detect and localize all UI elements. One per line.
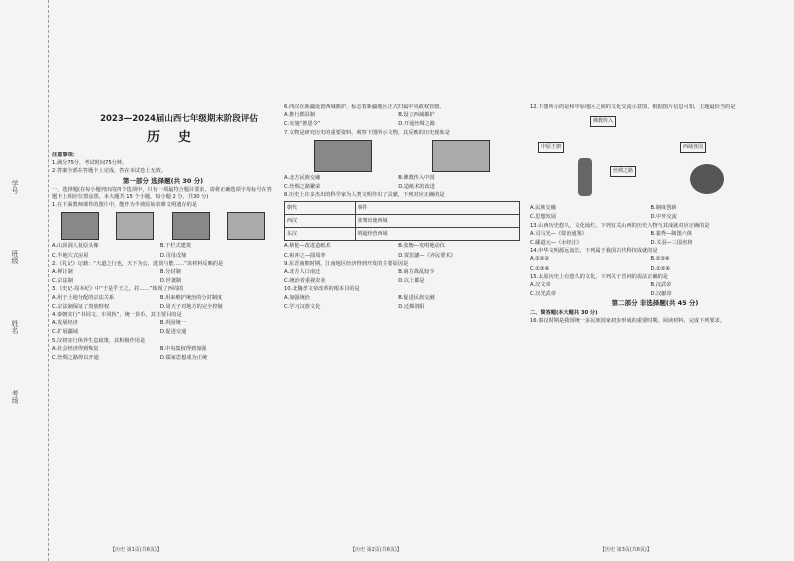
table-cell: 东汉 xyxy=(285,228,356,241)
option[interactable]: D.促进交通 xyxy=(159,329,187,336)
options xyxy=(284,269,520,285)
question-images xyxy=(52,212,274,240)
options xyxy=(284,175,520,191)
artifact-image xyxy=(314,140,372,172)
notes-item: 2.答案全部在答题卡上完成，答在本试卷上无效。 xyxy=(52,168,166,175)
option[interactable]: B.佛教传入中国 xyxy=(398,174,435,181)
options xyxy=(530,231,780,247)
option[interactable]: A.汉文帝 xyxy=(530,282,551,289)
option[interactable]: B.南方战乱较少 xyxy=(398,269,435,276)
options xyxy=(52,269,274,285)
options xyxy=(530,205,780,221)
head-image xyxy=(61,212,99,240)
page-2 xyxy=(284,104,520,540)
option[interactable]: A.北方人口南迁 xyxy=(284,269,321,276)
option[interactable]: C.思想发展 xyxy=(530,214,557,221)
options xyxy=(284,112,520,128)
page-footer: 【历史 第3页(共6页)】 xyxy=(600,547,652,553)
exam-subject: 历史 xyxy=(146,130,209,145)
history-table xyxy=(284,201,520,241)
option[interactable]: D.关羽—三国名将 xyxy=(650,240,693,247)
part2-heading: 第二部分 非选择题(共 45 分) xyxy=(611,299,699,308)
option[interactable]: A.蔡伦—改进造纸术 xyxy=(284,243,331,250)
binding-label: 班级 xyxy=(11,250,19,264)
binding-label: 姓名 xyxy=(11,320,19,334)
option[interactable]: A.①②③ xyxy=(530,256,550,263)
options xyxy=(530,282,780,298)
artifact-image xyxy=(432,140,490,172)
option[interactable]: A.社会经济得到恢复 xyxy=(52,345,99,352)
option[interactable]: C.汉光武帝 xyxy=(530,291,557,298)
question-text: 8.历史上许多杰出的科学家为人类文明作出了贡献，下列对应正确的是 xyxy=(284,192,445,199)
question-images xyxy=(284,140,520,172)
question-text: 1.在下面教师课件的图片中，能作为半坡原始农耕文明遗存的是 xyxy=(52,202,198,209)
option[interactable]: A.用于土地分配的宗法关系 xyxy=(52,294,115,301)
option[interactable]: C.宗法制保证了贵族特权 xyxy=(52,303,110,310)
option[interactable]: B.张衡—发明地动仪 xyxy=(398,243,445,250)
options xyxy=(52,295,274,311)
option[interactable]: C.实施“推恩令” xyxy=(284,121,321,128)
option[interactable]: B.汉武帝 xyxy=(650,282,672,289)
option[interactable]: D.周天子对地方的完全控制 xyxy=(159,303,223,310)
question-text: 4.秦朝实行“书同文、车同轨”，统一货币，其主要目的是 xyxy=(52,312,182,319)
question-text: 15.太原历史上有悠久的文化，下列关于晋祠的说法正确的是 xyxy=(530,273,668,280)
option[interactable]: A.发展经济 xyxy=(52,320,78,327)
options xyxy=(530,256,780,272)
question-text: 2.《礼记》记载：“大道之行也，天下为公，选贤与能……”该材料反映的是 xyxy=(52,260,224,267)
table-row xyxy=(285,202,520,215)
option[interactable]: A.民族交融 xyxy=(530,205,556,212)
option[interactable]: A.山顶洞人复原头像 xyxy=(52,243,99,250)
option[interactable]: A.司马光—《资治通鉴》 xyxy=(530,230,587,237)
table-row xyxy=(285,228,520,241)
diagram-label: 中原王朝 xyxy=(538,142,564,153)
statue-image xyxy=(578,158,592,196)
page-footer: 【历史 第2页(共6页)】 xyxy=(350,547,402,553)
part1-heading: 第一部分 选择题(共 30 分) xyxy=(122,176,204,185)
pit-house-image xyxy=(172,212,210,240)
option[interactable]: A.北方民族交融 xyxy=(284,174,321,181)
option[interactable]: A.禅让制 xyxy=(52,269,73,276)
option[interactable]: C.丝绸之路繁荣 xyxy=(284,184,321,191)
question-text: 9.东晋南朝时期，江南地区经济得到开发的主要原因是 xyxy=(284,260,409,267)
option[interactable]: C.丝绸之路得以开通 xyxy=(52,355,99,362)
options xyxy=(284,295,520,311)
exam-title: 2023—2024届山西七年级期末阶段评估 xyxy=(100,114,258,124)
option[interactable]: C.扩展疆域 xyxy=(52,329,79,336)
page-footer: 【历史 第1页(共6页)】 xyxy=(110,547,162,553)
notes-heading: 注意事项： xyxy=(52,152,78,158)
question-text: 13.山西历史悠久，文化灿烂。下列有关山西的历史人物与其成就对应正确的是 xyxy=(530,222,710,229)
page-3 xyxy=(530,104,780,540)
option[interactable]: D.造纸术的改进 xyxy=(398,184,435,191)
option[interactable]: C.半地穴式房屋 xyxy=(52,252,89,259)
table-cell: 班超经营西域 xyxy=(355,228,519,241)
exchange-diagram xyxy=(530,114,780,202)
table-cell: 事件 xyxy=(355,202,519,215)
option[interactable]: B.中央集权得到加强 xyxy=(159,345,207,352)
table-cell: 张骞出使西域 xyxy=(355,215,519,228)
option[interactable]: B.分封制 xyxy=(159,269,181,276)
diagram-label: 西域各国 xyxy=(680,142,706,153)
option[interactable]: B.用来维护统治的分封制度 xyxy=(159,294,223,301)
option[interactable]: D.中外交流 xyxy=(650,214,677,221)
option[interactable]: C.①③④ xyxy=(530,265,550,272)
option[interactable]: C.郦道元—《水经注》 xyxy=(530,240,582,247)
table-cell: 西汉 xyxy=(285,215,356,228)
question-text: 7.文物是研究历史的重要资料，观察下图所示文物，其反映的历史现象是 xyxy=(284,129,450,136)
option[interactable]: C.统治者重视农业 xyxy=(284,278,326,285)
part2-subheading: 二、简答题(本大题共 30 分) xyxy=(530,309,598,316)
question-text: 3.《史记·周本纪》中“于是乎王之，封……”体现了西周的 xyxy=(52,286,184,293)
option[interactable]: D.①②④ xyxy=(650,265,671,272)
binding-label: 考场 xyxy=(11,390,19,404)
question-text: 16.秦汉时期是我国统一多民族国家初步形成的重要时期。阅读材料，完成下列要求。 xyxy=(530,317,726,324)
notes-item: 1.满分75分，考试时间75分钟。 xyxy=(52,160,128,167)
option[interactable]: B.干栏式建筑 xyxy=(159,243,192,250)
binding-label: 学号 xyxy=(11,180,19,194)
binding-margin xyxy=(0,0,49,561)
table-cell: 朝代 xyxy=(285,202,356,215)
option[interactable]: D.司母戊鼎 xyxy=(159,252,187,259)
option[interactable]: B.制度创新 xyxy=(650,205,677,212)
option[interactable]: B.②③④ xyxy=(650,256,670,263)
ding-image xyxy=(227,212,265,240)
option[interactable]: A.加强统治 xyxy=(284,294,310,301)
option[interactable]: C.宗法制 xyxy=(52,278,73,285)
option[interactable]: C.学习汉族文化 xyxy=(284,303,321,310)
options xyxy=(52,320,274,336)
question-text: 10.北魏孝文帝改革的根本目的是 xyxy=(284,286,360,293)
question-text: 14.中华文明源远流长，下列属于我国古代科技成就的是 xyxy=(530,248,658,255)
option[interactable]: D.迁都洛阳 xyxy=(398,303,425,310)
options xyxy=(52,243,274,259)
stilt-house-image xyxy=(116,212,154,240)
option[interactable]: D.开通丝绸之路 xyxy=(398,121,435,128)
options xyxy=(52,346,274,362)
page-1 xyxy=(52,152,274,540)
option[interactable]: B.裴秀—制图六体 xyxy=(650,230,693,237)
option[interactable]: B.促进民族交融 xyxy=(398,294,435,301)
diagram-label: 丝绸之路 xyxy=(610,166,636,177)
options xyxy=(284,243,520,259)
question-text: 12.下图所示的是和中原地区之间的文化交流示意图，根据图片信息可知，主题最恰当的是 xyxy=(530,104,736,110)
option[interactable]: D.世袭制 xyxy=(159,278,182,285)
part1-instruction: 一、选择题(在每小题列出的四个选项中，只有一项最符合题目要求，请将正确选项字母标号在答题卡上相应位置涂黑。本大题共 15 个小题，每小题 2 分，共30 分) xyxy=(52,186,272,201)
option[interactable]: C.祖冲之—圆周率 xyxy=(284,252,326,259)
option[interactable]: B.设立西域都护 xyxy=(398,112,435,119)
option[interactable]: D.以上都是 xyxy=(398,278,425,285)
option[interactable]: D.儒家思想成为正统 xyxy=(159,355,208,362)
option[interactable]: D.贾思勰—《齐民要术》 xyxy=(398,252,456,259)
option[interactable]: D.汉献帝 xyxy=(650,291,672,298)
diagram-label: 佛教传入 xyxy=(590,116,616,127)
question-text: 6.西汉在新疆设置西域都护，标志着新疆地区正式归属中央政权管辖。 xyxy=(284,104,445,110)
question-text: 5.汉初实行休养生息政策，其积极作用是 xyxy=(52,337,146,344)
table-row xyxy=(285,215,520,228)
option[interactable]: A.推行郡县制 xyxy=(284,112,316,119)
option[interactable]: B.巩固统一 xyxy=(159,320,186,327)
pottery-image xyxy=(690,164,724,194)
